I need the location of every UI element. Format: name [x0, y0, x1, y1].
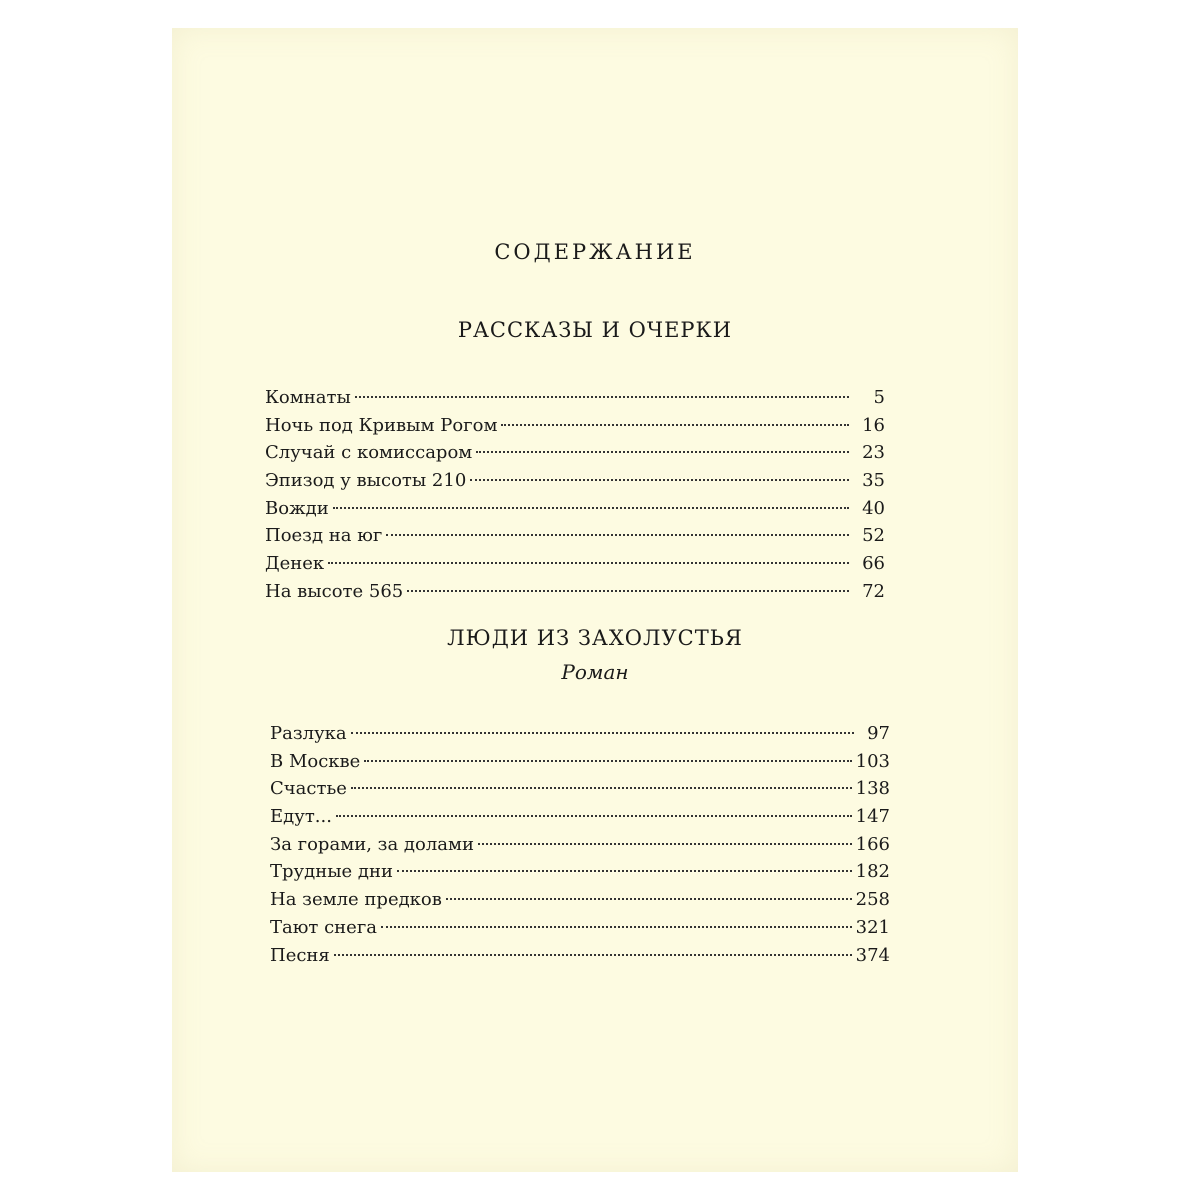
toc-entry-page: 374	[855, 944, 890, 966]
toc-entry-title: Разлука	[270, 723, 347, 744]
toc-entry-page: 147	[855, 806, 890, 828]
toc-entry	[270, 831, 890, 859]
toc-entry-page: 40	[862, 497, 885, 519]
toc-entry-title: На высоте 565	[265, 580, 404, 602]
toc-entry-title: Тают снега	[270, 916, 377, 938]
toc-entry-page: 97	[867, 723, 890, 744]
toc-entry	[270, 803, 890, 831]
toc-entry-title: На земле предков	[270, 889, 442, 911]
toc-entry-page: 52	[862, 525, 885, 547]
dot-leader	[334, 954, 852, 956]
section-heading-novel: ЛЮДИ ИЗ ЗАХОЛУСТЬЯ	[447, 626, 743, 650]
dot-leader	[407, 590, 849, 592]
dot-leader	[470, 479, 849, 481]
toc-entry	[265, 439, 885, 467]
toc-entry	[265, 467, 885, 495]
toc-entry	[265, 384, 885, 412]
dot-leader	[386, 534, 849, 536]
dot-leader	[333, 507, 849, 509]
dot-leader	[397, 870, 852, 872]
page-title: СОДЕРЖАНИЕ	[494, 240, 696, 264]
toc-entry	[265, 522, 885, 550]
toc-entry-page: 23	[862, 442, 885, 464]
toc-list-stories	[265, 384, 885, 606]
dot-leader	[336, 815, 852, 817]
toc-entry-title: Денек	[265, 553, 325, 575]
book-page	[172, 28, 1018, 1172]
section-heading-stories: РАССКАЗЫ И ОЧЕРКИ	[457, 318, 733, 342]
toc-entry	[265, 495, 885, 523]
dot-leader	[476, 451, 849, 453]
dot-leader	[351, 732, 854, 734]
section-subtitle: Роман	[561, 660, 629, 684]
dot-leader	[501, 424, 849, 426]
toc-entry	[270, 748, 890, 776]
toc-entry-title: Комнаты	[265, 387, 351, 408]
dot-leader	[351, 787, 852, 789]
toc-entry-page: 66	[862, 553, 885, 575]
toc-entry	[270, 720, 890, 748]
toc-entry-page: 321	[855, 916, 890, 938]
toc-entry-page: 5	[873, 387, 885, 408]
toc-entry-title: Счастье	[270, 778, 347, 800]
toc-entry-page: 16	[862, 414, 885, 436]
toc-entry-title: Песня	[270, 944, 330, 966]
toc-entry-title: Едут...	[270, 806, 332, 828]
toc-entry	[270, 942, 890, 970]
dot-leader	[364, 760, 851, 762]
toc-entry-page: 35	[862, 470, 885, 492]
toc-entry-title: В Москве	[270, 750, 361, 772]
toc-entry	[265, 412, 885, 440]
toc-entry-title: Вожди	[265, 497, 329, 519]
toc-entry-page: 72	[862, 580, 885, 602]
toc-entry-page: 138	[855, 778, 890, 800]
toc-entry-title: Трудные дни	[270, 861, 393, 883]
toc-entry	[265, 550, 885, 578]
toc-entry-page: 182	[855, 861, 890, 883]
toc-entry	[270, 914, 890, 942]
toc-entry-title: Ночь под Кривым Рогом	[265, 414, 498, 436]
toc-entry-title: Эпизод у высоты 210	[265, 470, 467, 492]
dot-leader	[446, 898, 852, 900]
dot-leader	[355, 396, 849, 398]
toc-list-novel	[270, 720, 890, 969]
toc-entry-title: Случай с комиссаром	[265, 442, 473, 464]
toc-entry	[270, 858, 890, 886]
toc-entry-page: 103	[855, 750, 890, 772]
toc-entry	[265, 578, 885, 606]
toc-entry-page: 166	[855, 833, 890, 855]
dot-leader	[328, 562, 849, 564]
dot-leader	[381, 926, 852, 928]
toc-entry	[270, 775, 890, 803]
dot-leader	[478, 843, 852, 845]
toc-entry	[270, 886, 890, 914]
toc-entry-title: За горами, за долами	[270, 833, 474, 855]
toc-entry-page: 258	[855, 889, 890, 911]
toc-entry-title: Поезд на юг	[265, 525, 383, 547]
